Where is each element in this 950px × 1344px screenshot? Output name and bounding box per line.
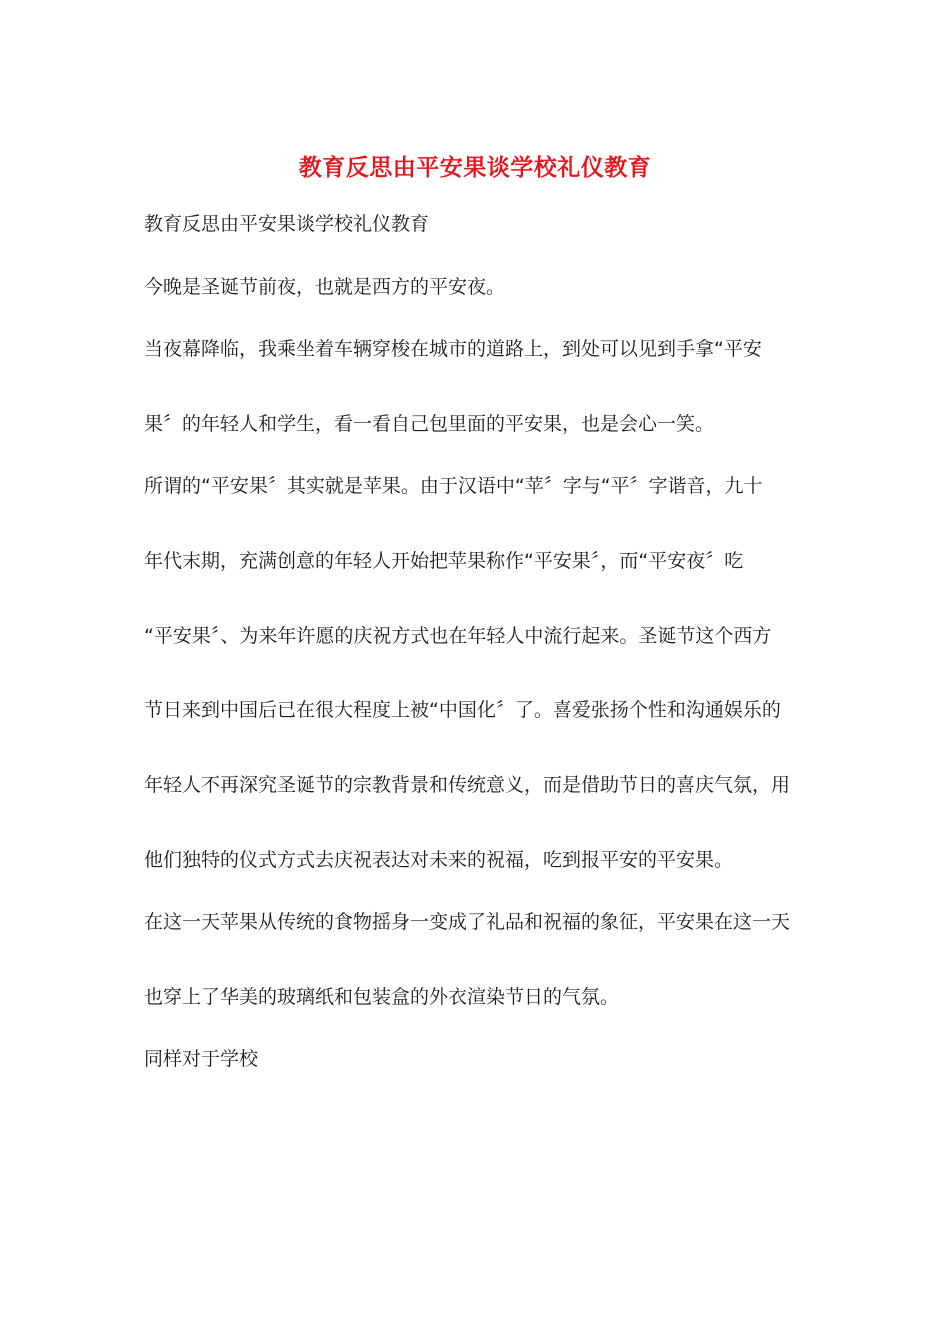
- paragraph-line: 同样对于学校: [144, 1048, 259, 1070]
- paragraph-line: “平安果〞、为来年许愿的庆祝方式也在年轻人中流行起来。圣诞节这个西方: [144, 625, 772, 647]
- paragraph-line: 今晚是圣诞节前夜，也就是西方的平安夜。: [144, 276, 506, 298]
- paragraph-line: 当夜幕降临，我乘坐着车辆穿梭在城市的道路上，到处可以见到手拿“平安: [144, 338, 762, 360]
- paragraph-line: 年代末期，充满创意的年轻人开始把苹果称作“平安果〞，而“平安夜〞吃: [144, 550, 744, 572]
- paragraph-line: 年轻人不再深究圣诞节的宗教背景和传统意义，而是借助节日的喜庆气氛，用: [144, 774, 791, 796]
- paragraph-line: 他们独特的仪式方式去庆祝表达对未来的祝福，吃到报平安的平安果。: [144, 849, 734, 871]
- paragraph-line: 教育反思由平安果谈学校礼仪教育: [144, 213, 430, 235]
- document-title: 教育反思由平安果谈学校礼仪教育: [298, 155, 652, 181]
- paragraph-line: 在这一天苹果从传统的食物摇身一变成了礼品和祝福的象征，平安果在这一天: [144, 911, 791, 933]
- paragraph-line: 果〞的年轻人和学生，看一看自己包里面的平安果，也是会心一笑。: [144, 413, 715, 435]
- paragraph-line: 也穿上了华美的玻璃纸和包装盒的外衣渲染节日的气氛。: [144, 986, 620, 1008]
- paragraph-line: 所谓的“平安果〞其实就是苹果。由于汉语中“苹〞字与“平〞字谐音，九十: [144, 475, 763, 497]
- paragraph-line: 节日来到中国后已在很大程度上被“中国化〞了。喜爱张扬个性和沟通娱乐的: [144, 699, 781, 721]
